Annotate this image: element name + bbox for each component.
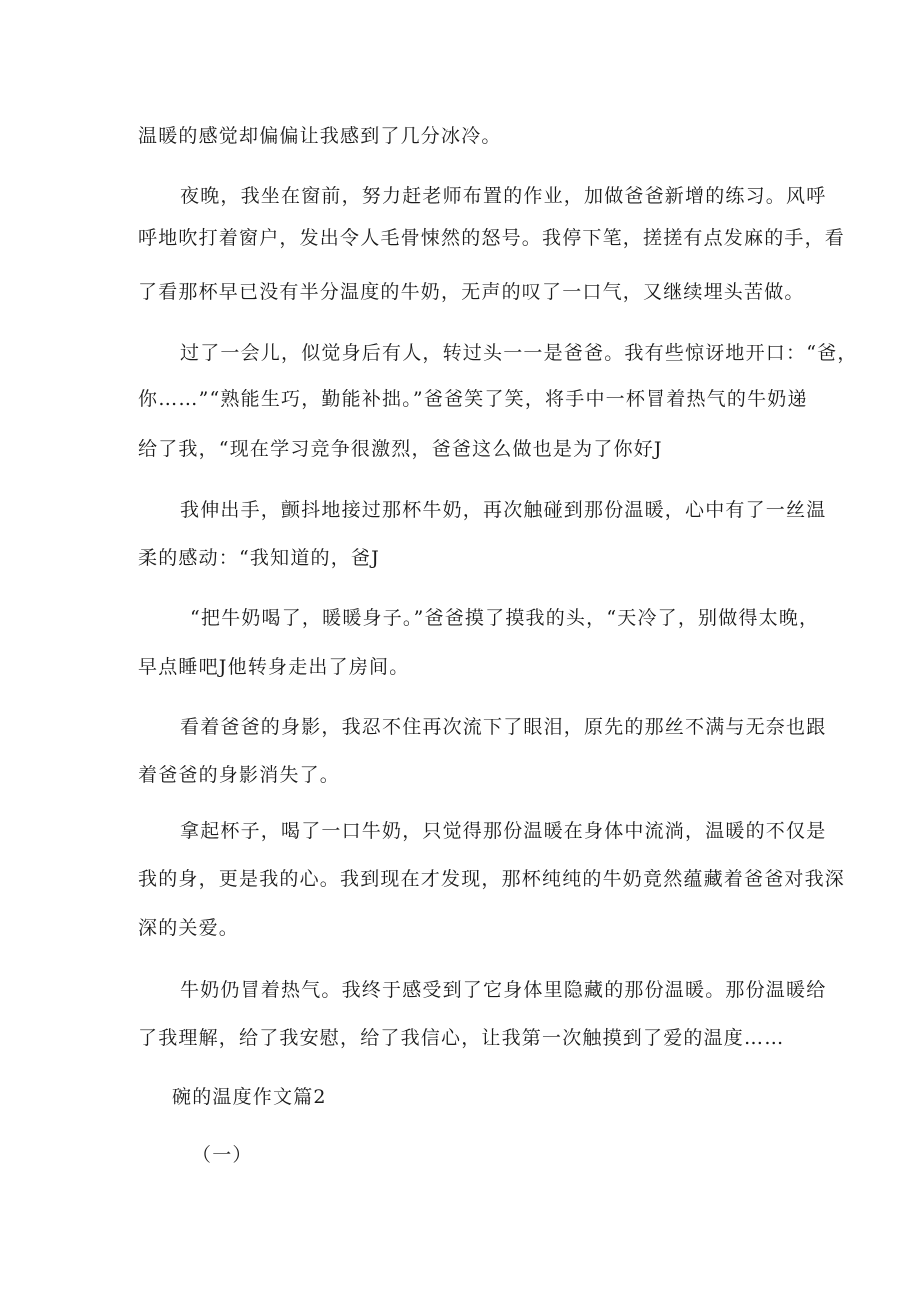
text-line: 呼地吹打着窗户，发出令人毛骨悚然的怒号。我停下笔，搓搓有点发麻的手，看 — [138, 227, 846, 249]
text-line: 过了一会儿，似觉身后有人，转过头一一是爸爸。我有些惊讶地开口：“爸， — [180, 342, 858, 364]
text-line: 你……”“熟能生巧，勤能补拙。”爸爸笑了笑，将手中一杯冒着热气的牛奶递 — [138, 388, 808, 410]
text-line: 给了我，“现在学习竞争很激烈，爸爸这么做也是为了你好J — [138, 438, 663, 460]
text-line: 了我理解，给了我安慰，给了我信心，让我第一次触摸到了爱的温度…… — [138, 1027, 785, 1049]
text-line: 夜晚，我坐在窗前，努力赶老师布置的作业，加做爸爸新增的练习。风呼 — [180, 185, 827, 207]
text-line: 柔的感动：“我知道的，爸J — [138, 547, 380, 569]
text-line: 了看那杯早已没有半分温度的牛奶，无声的叹了一口气，又继续埋头苦做。 — [138, 281, 805, 303]
text-line: 着爸爸的身影消失了。 — [138, 764, 341, 786]
text-line: 看着爸爸的身影，我忍不住再次流下了眼泪，原先的那丝不满与无奈也跟 — [180, 716, 827, 738]
text-line: “把牛奶喝了，暖暖身子。”爸爸摸了摸我的头，“天冷了，别做得太晚， — [190, 607, 820, 629]
section-subtitle: （一） — [192, 1144, 253, 1166]
text-line: 早点睡吧J他转身走出了房间。 — [138, 656, 410, 678]
text-line: 拿起杯子，喝了一口牛奶，只觉得那份温暖在身体中流淌，温暖的不仅是 — [180, 820, 827, 842]
text-line: 我伸出手，颤抖地接过那杯牛奶，再次触碰到那份温暖，心中有了一丝温 — [180, 499, 827, 521]
text-line: 深的关爱。 — [138, 917, 240, 939]
section-title: 碗的温度作文篇2 — [172, 1086, 327, 1108]
text-line: 温暖的感觉却偏偏让我感到了几分冰冷。 — [138, 125, 502, 147]
text-line: 牛奶仍冒着热气。我终于感受到了它身体里隐藏的那份温暖。那份温暖给 — [180, 979, 827, 1001]
text-line: 我的身，更是我的心。我到现在才发现，那杯纯纯的牛奶竟然蕴藏着爸爸对我深 — [138, 868, 846, 890]
